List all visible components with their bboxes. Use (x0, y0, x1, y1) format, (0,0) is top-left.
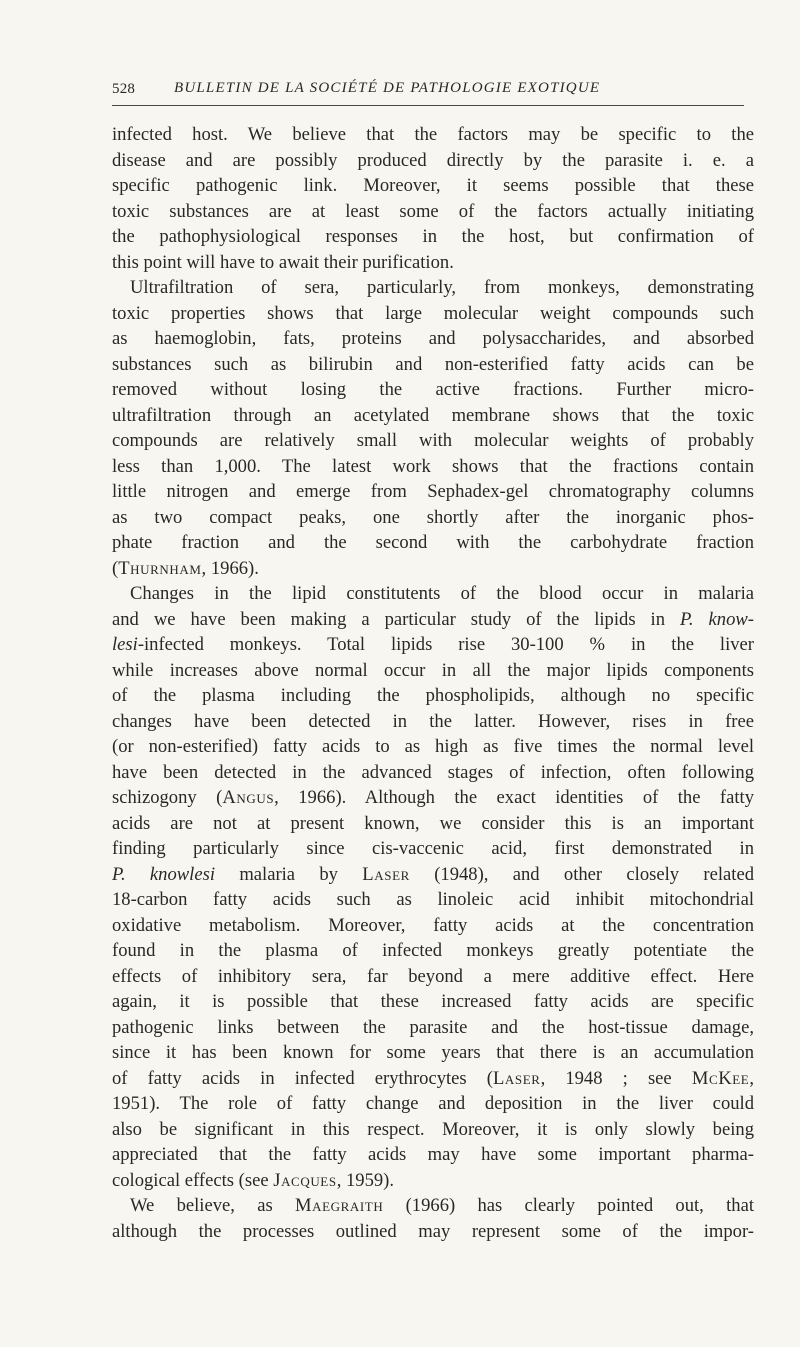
text-fragment: , 1959). (336, 1169, 395, 1191)
text-line: although the processes outlined may represent some of the impor- (112, 1220, 754, 1242)
text-fragment: , 1948 ; see (540, 1067, 692, 1089)
text-line: as two compact peaks, one shortly after the inorganic phos- (112, 506, 754, 528)
text-line (112, 632, 754, 658)
article-body (112, 122, 754, 1244)
text-line: toxic properties shows that large molecular weight compounds such (112, 302, 754, 324)
species-name: lesi (112, 634, 138, 655)
text-line (112, 1168, 754, 1194)
text-line: Changes in the lipid constitutents of the blood occur in malaria (130, 583, 754, 604)
text-fragment: schizogony ( (112, 787, 223, 808)
text-line (112, 607, 754, 633)
citation-author: Maegraith (294, 1195, 384, 1216)
header-rule (112, 105, 744, 106)
text-line: toxic substances are at least some of the factors actually initiating (112, 200, 754, 222)
text-line (112, 785, 754, 811)
text-line: also be significant in this respect. Moreover, it is only slowly being (112, 1118, 754, 1140)
text-line: 18-carbon fatty acids such as linoleic acid inhibit mitochondrial (112, 889, 754, 910)
text-line: disease and are possibly produced directly by the parasite i. e. a (112, 149, 754, 171)
text-line: while increases above normal occur in all the major lipids components (112, 659, 754, 681)
citation-author: Laser (492, 1067, 541, 1089)
text-line: little nitrogen and emerge from Sephadex-gel chromatography columns (112, 481, 754, 502)
text-line: (or non-esterified) fatty acids to as high as five times the normal level (112, 736, 754, 757)
text-fragment: , 1966). (201, 557, 259, 579)
text-fragment: malaria by (215, 863, 363, 885)
page-header (112, 80, 744, 104)
text-line: finding particularly since cis-vaccenic acid, first demonstrated in (112, 838, 754, 859)
text-fragment: , 1966). Although the exact identities of the fatty (274, 787, 754, 808)
text-line: substances such as bilirubin and non-esterified fatty acids can be (112, 353, 754, 375)
page-number: 528 (112, 81, 136, 97)
citation-author: Laser (362, 863, 410, 885)
text-line: the pathophysiological responses in the host, but confirmation of (112, 226, 754, 247)
text-line: changes have been detected in the latter. However, rises in free (112, 710, 754, 732)
text-line: as haemoglobin, fats, proteins and polysaccharides, and absorbed (112, 328, 754, 349)
citation-author: Angus (222, 787, 275, 808)
text-line: phate fraction and the second with the carbohydrate fraction (112, 532, 754, 553)
text-line: found in the plasma of infected monkeys greatly potentiate the (112, 940, 754, 961)
text-line: Ultrafiltration of sera, particularly, from monkeys, demonstrating (130, 277, 754, 298)
text-line (112, 1066, 754, 1092)
text-line: infected host. We believe that the factors may be specific to the (112, 124, 754, 145)
text-fragment: (1966) has clearly pointed out, that (383, 1195, 754, 1216)
text-line: effects of inhibitory sera, far beyond a mere additive effect. Here (112, 965, 754, 987)
text-line (112, 862, 754, 888)
text-line: ultrafiltration through an acetylated membrane shows that the toxic (112, 404, 754, 426)
text-fragment: ( (112, 557, 119, 579)
text-line: specific pathogenic link. Moreover, it seems possible that these (112, 175, 754, 196)
running-title: BULLETIN DE LA SOCIÉTÉ DE PATHOLOGIE EXOTIQUE (174, 80, 601, 96)
text-fragment: -infected monkeys. Total lipids rise 30-100 % in the liver (137, 634, 754, 655)
text-fragment: of fatty acids in infected erythrocytes ( (112, 1067, 493, 1089)
species-name: P. knowlesi (112, 863, 215, 885)
text-line: less than 1,000. The latest work shows that the fractions contain (112, 455, 754, 477)
text-fragment: We believe, as (130, 1195, 295, 1216)
text-line: again, it is possible that these increased fatty acids are specific (112, 991, 754, 1012)
text-fragment: and we have been making a particular study of the lipids in (112, 608, 680, 630)
text-line: removed without losing the active fractions. Further micro- (112, 379, 754, 400)
text-line: this point will have to await their purification. (112, 251, 454, 273)
text-line (112, 556, 754, 582)
citation-author: Jacques (273, 1169, 337, 1191)
text-line: 1951). The role of fatty change and deposition in the liver could (112, 1093, 754, 1114)
text-fragment: (1948), and other closely related (409, 863, 754, 885)
citation-author: Thurnham (118, 557, 202, 579)
text-line: have been detected in the advanced stages of infection, often following (112, 761, 754, 783)
text-fragment: , (749, 1067, 754, 1089)
text-fragment: cological effects (see (112, 1169, 274, 1191)
text-line: since it has been known for some years that there is an accumulation (112, 1042, 754, 1063)
text-line (112, 1193, 754, 1219)
text-line: of the plasma including the phospholipids, although no specific (112, 685, 754, 706)
text-line: pathogenic links between the parasite and the host-tissue damage, (112, 1016, 754, 1038)
text-line: oxidative metabolism. Moreover, fatty acids at the concentration (112, 914, 754, 936)
species-name: P. know- (679, 608, 754, 630)
text-line: appreciated that the fatty acids may have some important pharma- (112, 1144, 754, 1165)
text-line: acids are not at present known, we consider this is an important (112, 812, 754, 834)
citation-author: McKee (691, 1067, 750, 1089)
text-line: compounds are relatively small with molecular weights of probably (112, 430, 754, 451)
